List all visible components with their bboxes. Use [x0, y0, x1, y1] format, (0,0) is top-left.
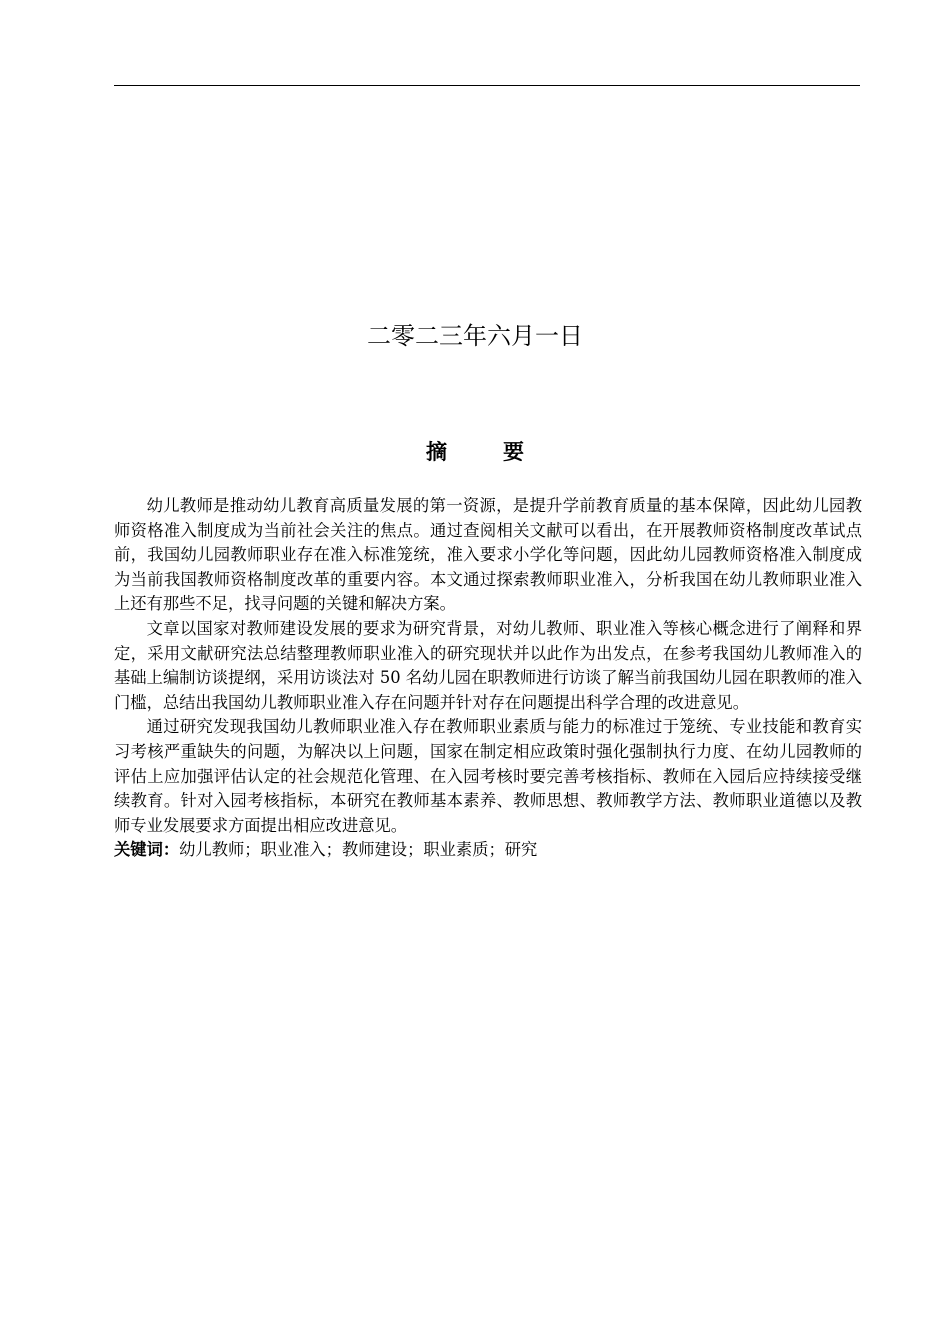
abstract-title-char-1: 摘: [426, 440, 447, 464]
date-line: 二零二三年六月一日: [367, 322, 583, 350]
abstract-paragraph-2: 文章以国家对教师建设发展的要求为研究背景，对幼儿教师、职业准入等核心概念进行了阐释和界定，采用文献研究法总结整理教师职业准入的研究现状并以此作为出发点，在参考我国幼儿教师准入的基础上编制访谈提纲，采用访谈法对 50 名幼儿园在职教师进行访谈了解当前我国幼儿园在职教师的准入门槛，总结出我国幼儿教师职业准入存在问题并针对存在问题提出科学合理的改进意见。: [114, 618, 862, 712]
keywords-line: [114, 838, 862, 863]
abstract-paragraph-3: 通过研究发现我国幼儿教师职业准入存在教师职业素质与能力的标准过于笼统、专业技能和教育实习考核严重缺失的问题，为解决以上问题，国家在制定相应政策时强化强制执行力度、在幼儿园教师的评估上应加强评估认定的社会规范化管理、在入园考核时要完善考核指标、教师在入园后应持续接受继续教育。针对入园考核指标，本研究在教师基本素养、教师思想、教师教学方法、教师职业道德以及教师专业发展要求方面提出相应改进意见。: [114, 717, 862, 835]
abstract-title: [0, 436, 950, 468]
header-rule: [114, 85, 860, 86]
keywords-text: 幼儿教师；职业准入；教师建设；职业素质；研究: [179, 840, 538, 860]
abstract-body: [114, 494, 862, 863]
abstract-title-char-2: 要: [503, 440, 524, 464]
abstract-paragraph-1: 幼儿教师是推动幼儿教育高质量发展的第一资源，是提升学前教育质量的基本保障，因此幼儿园教师资格准入制度成为当前社会关注的焦点。通过查阅相关文献可以看出，在开展教师资格制度改革试点前，我国幼儿园教师职业存在准入标准笼统，准入要求小学化等问题，因此幼儿园教师资格准入制度成为当前我国教师资格制度改革的重要内容。本文通过探索教师职业准入，分析我国在幼儿教师职业准入上还有那些不足，找寻问题的关键和解决方案。: [114, 496, 862, 614]
keywords-label: 关键词：: [114, 840, 180, 860]
